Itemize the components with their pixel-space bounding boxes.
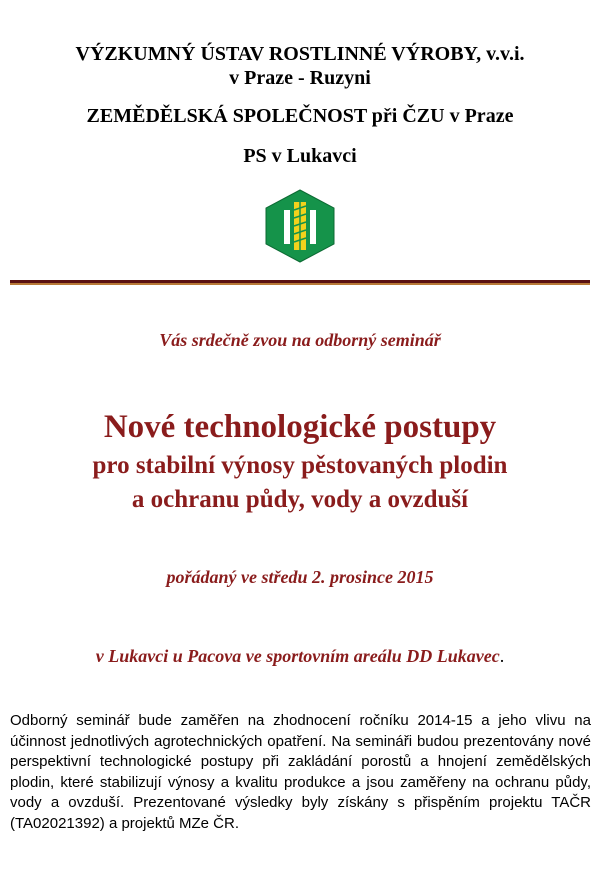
invitation-line: Vás srdečně zvou na odborný seminář xyxy=(159,330,441,350)
society-name: ZEMĚDĚLSKÁ SPOLEČNOST při ČZU v Praze xyxy=(86,105,514,127)
venue-period: . xyxy=(499,646,505,666)
seminar-date: pořádaný ve středu 2. prosince 2015 xyxy=(166,567,434,587)
seminar-title: Nové technologické postupy xyxy=(103,409,497,445)
seminar-subtitle-line2: a ochranu půdy, vody a ovzduší xyxy=(131,486,469,513)
header-divider-shadow xyxy=(10,283,590,285)
seminar-venue xyxy=(0,646,600,667)
institute-location: v Praze - Ruzyni xyxy=(229,67,371,89)
wheat-hexagon-logo-icon xyxy=(264,188,336,264)
branch-name: PS v Lukavci xyxy=(243,145,357,167)
venue-text: v Lukavci u Pacova ve sportovním areálu DD Lukavec xyxy=(95,646,500,666)
institute-name: VÝZKUMNÝ ÚSTAV ROSTLINNÉ VÝROBY, v.v.i. xyxy=(75,43,525,65)
seminar-description: Odborný seminář bude zaměřen na zhodnocení ročníku 2014-15 a jeho vlivu na účinnost jednotlivých agrotechnických opatření. Na semináři budou prezentovány nové perspektivní technologické postupy při zakládání porostů a hnojení zemědělských plodin, které stabilizují výnosy a kvalitu produkce a jsou zaměřeny na ochranu půdy, vody a ovzduší. Prezentované výsledky byly získány s přispěním projektu TAČR (TA02021392) a projektů MZe ČR. xyxy=(10,712,591,832)
seminar-subtitle-line1: pro stabilní výnosy pěstovaných plodin xyxy=(92,452,508,479)
